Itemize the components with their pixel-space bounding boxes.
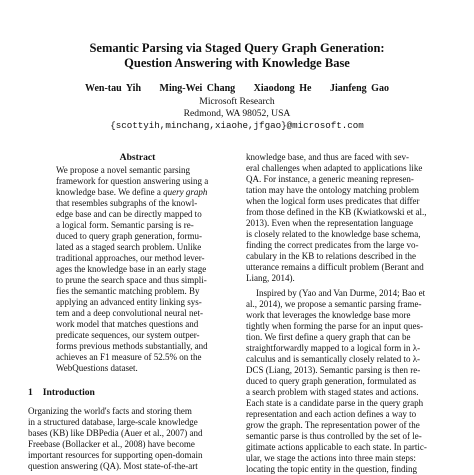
abstract-line: applying an advanced entity linking sys- <box>56 297 202 307</box>
author-name: Ming-Wei Chang <box>159 83 236 94</box>
body-line: Liang, 2014). <box>246 273 295 283</box>
body-line: grow the graph. The representation power of the <box>246 420 420 430</box>
body-line: a search problem with staged states and actions. <box>246 387 419 397</box>
abstract-line: achieves an F1 measure of 52.5% on the <box>56 352 202 362</box>
body-line: work that leverages the knowledge base more <box>246 310 411 320</box>
author-list <box>0 83 474 94</box>
abstract-line: traditional approaches, our method lever- <box>56 253 205 263</box>
abstract-line: framework for question answering using a <box>56 176 209 186</box>
author-name: Xiaodong He <box>253 83 312 94</box>
body-line: in a structured database, large-scale knowledge <box>28 417 198 427</box>
body-line: from those defined in the KB (Kwiatkowski et al., <box>246 207 427 217</box>
author-name: Wen-tau Yih <box>85 83 142 94</box>
body-line: tation may have the ontology matching problem <box>246 185 419 195</box>
section-number: 1 <box>28 387 33 398</box>
body-line: Inspired by (Yao and Van Durme, 2014; Bao et <box>256 288 426 298</box>
body-line: Freebase (Bollacker et al., 2008) have become <box>28 439 195 449</box>
body-line: locating the topic entity in the question, finding <box>246 464 417 474</box>
body-line: finding the correct predicates from the large vo- <box>246 240 419 250</box>
body-line: calculus and is semantically closely related to λ- <box>246 354 421 364</box>
emphasized-term: query graph <box>163 187 208 197</box>
body-line: semantic parse is thus controlled by the set of le- <box>246 431 422 441</box>
abstract-line: WebQuestions dataset. <box>56 363 138 373</box>
paper-title-line-1: Semantic Parsing via Staged Query Graph Generation: <box>89 41 385 55</box>
section-title: Introduction <box>42 387 95 398</box>
abstract-line: predicate sequences, our system outper- <box>56 330 200 340</box>
body-line: gitimate actions applicable to each state. In partic- <box>246 442 427 452</box>
body-line: duced to query graph generation, formulated as <box>246 376 417 386</box>
body-line: cabulary in the KB to relations described in the <box>246 251 416 261</box>
body-line: question answering (QA). Most state-of-the-art <box>28 461 198 471</box>
abstract-line: knowledge base. We define a query graph <box>56 187 208 197</box>
abstract-line: We propose a novel semantic parsing <box>56 165 190 175</box>
body-line: tightly when forming the parse for an input ques- <box>246 321 423 331</box>
body-line: tion. We first define a query graph that can be <box>246 332 411 342</box>
abstract-line: that resembles subgraphs of the knowl- <box>56 198 198 208</box>
body-line: is closely related to the knowledge base schema, <box>246 229 421 239</box>
affiliation-address: Redmond, WA 98052, USA <box>183 108 291 119</box>
body-line: when the logical form uses predicates that differ <box>246 196 420 206</box>
body-line: bases (KB) like DBPedia (Auer et al., 2007) and <box>28 428 203 438</box>
body-line: utterance remains a difficult problem (Berant and <box>246 262 424 272</box>
abstract-line: to prune the search space and thus simpli- <box>56 275 207 285</box>
abstract-line: fies the semantic matching problem. By <box>56 286 200 296</box>
abstract-line: forms previous methods substantially, and <box>56 341 208 351</box>
body-line: straightforwardly mapped to a logical form in λ- <box>246 343 421 353</box>
author-emails: {scottyih,minchang,xiaohe,jfgao}@microsoft.com <box>110 120 364 131</box>
body-line: ular, we stage the actions into three main steps: <box>246 453 416 463</box>
body-line: Organizing the world's facts and storing them <box>28 406 192 416</box>
body-line: important resources for supporting open-domain <box>28 450 203 460</box>
abstract-heading: Abstract <box>119 152 156 163</box>
body-line: al., 2014), we propose a semantic parsing frame- <box>246 299 422 309</box>
body-line: eral challenges when adapted to applications like <box>246 163 423 173</box>
abstract-line: duced to query graph generation, formu- <box>56 231 202 241</box>
affiliation-org: Microsoft Research <box>199 96 275 107</box>
section-heading-introduction <box>28 387 95 398</box>
abstract-line: work model that matches questions and <box>56 319 199 329</box>
abstract-line: ages the knowledge base in an early stage <box>56 264 207 274</box>
body-line: representation and each action defines a way to <box>246 409 417 419</box>
paper-title-line-2: Question Answering with Knowledge Base <box>124 56 350 70</box>
body-line: QA. For instance, a generic meaning represen- <box>246 174 414 184</box>
body-line: DCS (Liang, 2013). Semantic parsing is then re- <box>246 365 421 375</box>
abstract-line: lated as a staged search problem. Unlike <box>56 242 202 252</box>
abstract-line: edge base and can be directly mapped to <box>56 209 202 219</box>
author-name: Jianfeng Gao <box>330 83 389 94</box>
body-line: Each state is a candidate parse in the query graph <box>246 398 424 408</box>
abstract-line: a logical form. Semantic parsing is re- <box>56 220 194 230</box>
body-line: 2013). Even when the representation language <box>246 218 413 228</box>
abstract-line: tem and a deep convolutional neural net- <box>56 308 203 318</box>
body-line: knowledge base, and thus are faced with sev- <box>246 152 409 162</box>
